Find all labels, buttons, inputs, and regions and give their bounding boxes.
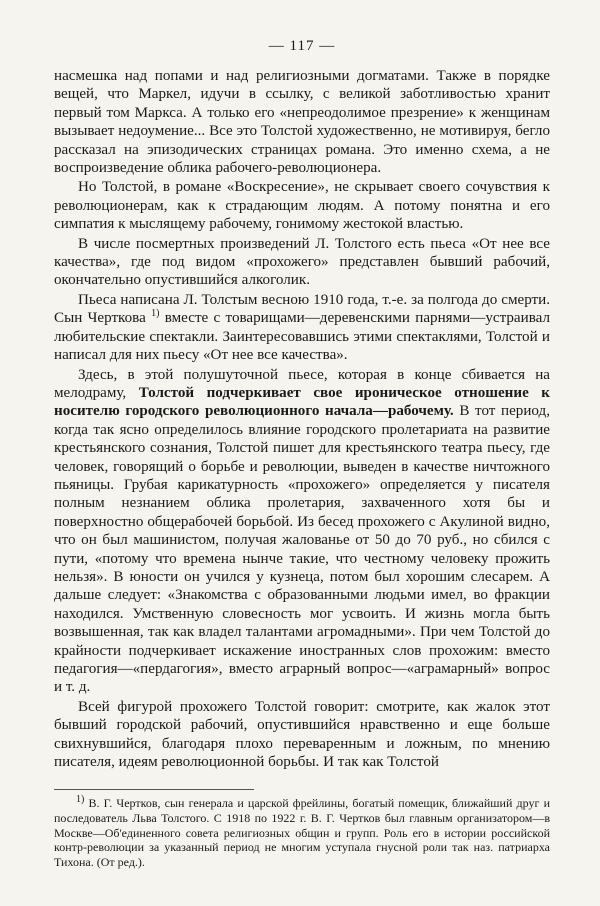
paragraph-3: В числе посмертных произведений Л. Толстого есть пьеса «От нее все качества», где под видом «прохожего» представлен бывший рабочий, окончательно опустившийся алкоголик.	[54, 235, 550, 289]
footnote-reference[interactable]: 1)	[151, 308, 160, 320]
body-text	[54, 67, 550, 771]
paragraph-1: насмешка над попами и над религиозными догматами. Также в порядке вещей, что Маркел, идучи в ссылку, с великой заботливостью хранит первый том Маркса. А только его «непреодолимое презрение» к женщинам вызывает недоумение... Все это Толстой художественно, не мотивируя, бегло рассказал на эпизодических страницах романа. Это именно схема, а не воспроизведение облика рабочего-революционера.	[54, 68, 550, 177]
paragraph-6: Всей фигурой прохожего Толстой говорит: смотрите, как жалок этот бывший городской рабочий, опустившийся нравственно и еще больше свихнувшийся, благодаря плохо переваренным и ложным, по мнению писателя, идеям революционной борьбы. И так как Толстой	[54, 698, 550, 771]
page-number: — 117 —	[268, 38, 336, 54]
paragraph-5-bold-text: Толстой подчеркивает свое ироническое отношение к носителю городского революционного начала—рабочему.	[54, 384, 550, 420]
paragraph-5-text-a: Здесь, в этой полушуточной пьесе, которая в конце сбивается на мелодраму,	[54, 366, 550, 401]
footnote-text	[54, 796, 550, 869]
paragraph-4-text-b: вместе с товарищами—деревенскими парнями—устраивал любительские спектакли. Заинтересовавшись этими спектаклями, Толстой и написал для них пьесу «От нее все качества».	[54, 310, 550, 364]
paragraph-5	[54, 366, 550, 697]
paragraph-4-text-a: Пьеса написана Л. Толстым весною 1910 года, т.-е. за полгода до смерти. Сын Черткова	[54, 291, 550, 327]
footnote-body: В. Г. Чертков, сын генерала и царской фрейлины, богатый помещик, ближайший друг и последователь Льва Толстого. С 1918 по 1922 г. В. Г. Чертков был главным организатором—в Москве—Об'единенного совета религиозных общин и групп. Роль его в истории российской контр-революции за указанный период не многим уступала гнусной роли так наз. патриарха Тихона. (От ред.).	[54, 796, 550, 869]
paragraph-5-text-b: В тот период, когда так ясно определилось влияние городского пролетариата на развитие крестьянского сознания, Толстой пишет для крестьянского театра пьесу, где человек, говорящий о борьбе и революции, выведен в качестве ничтожного пьяницы. Грубая карикатурность «прохожего» определяется у писателя полным незнанием облика пролетария, захваченного хотя бы и поверхностно общерабочей борьбой. Из бесед прохожего с Акулиной видно, что он был машинистом, получая жалованье от 50 до 70 руб., но сбился с пути, «потому что времена нынче такие, что честному человеку прожить нельзя». В юности он учился у кузнеца, потом был хорошим слесарем. А дальше следует: «Знакомства с образованными людьми имел, во фракции находился. Умственную словесность мог усвоить. И жизнь могла быть возвышенная, так как владел талантами агромадными». При чем Толстой до крайности подчеркивает искажение иностранных слов прохожим: вместо педагогия—«пердагогия», вместо аграрный вопрос—«аграмарный» вопрос и т. д.	[54, 403, 550, 696]
footnote-divider	[54, 789, 254, 790]
footnote	[54, 796, 550, 869]
paragraph-4	[54, 291, 550, 365]
paragraph-2: Но Толстой, в романе «Воскресение», не скрывает своего сочувствия к революционерам, как к страдающим людям. А потому понятна и его симпатия к мыслящему рабочему, гонимому жестокой властью.	[54, 179, 550, 233]
footnote-marker: 1)	[76, 794, 85, 806]
